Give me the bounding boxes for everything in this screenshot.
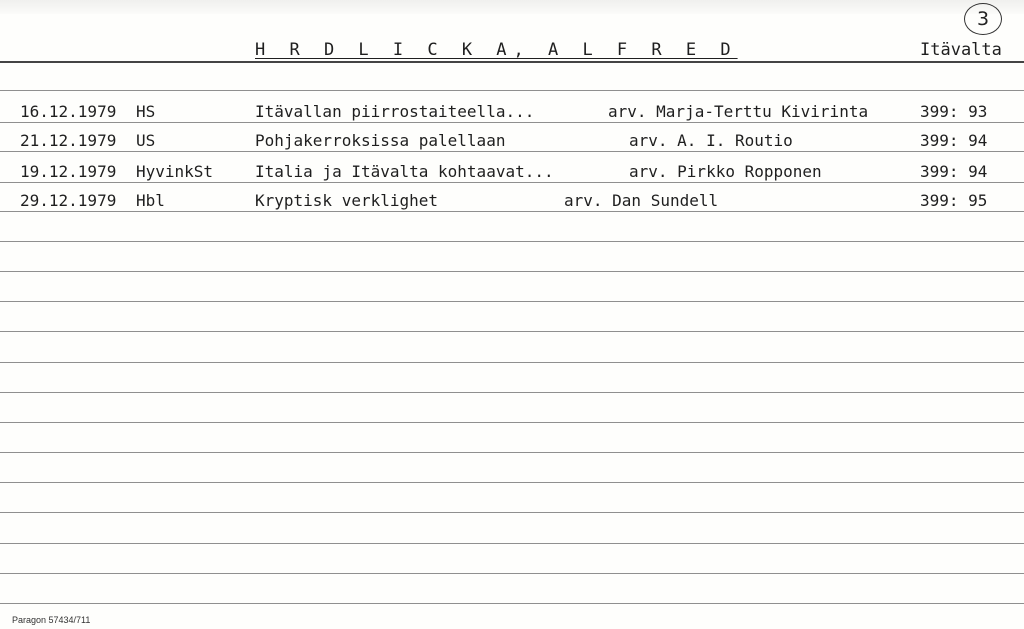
country-label: Itävalta (920, 40, 1002, 60)
ruled-line (0, 573, 1024, 574)
artist-name-heading: H R D L I C K A, A L F R E D (255, 40, 738, 60)
ruled-line (0, 331, 1024, 332)
printer-mark: Paragon 57434/711 (12, 615, 91, 625)
ruled-line (0, 543, 1024, 544)
entry-date: 21.12.1979 (20, 131, 117, 150)
ruled-line (0, 603, 1024, 604)
entry-reviewer: arv. Dan Sundell (564, 191, 719, 210)
ruled-line (0, 90, 1024, 91)
entry-source: HS (136, 102, 156, 121)
entry-date: 29.12.1979 (20, 191, 117, 210)
entry-ref: 399: 93 (920, 102, 988, 121)
review-entry (0, 191, 1024, 213)
ruled-line (0, 301, 1024, 302)
ruled-line (0, 362, 1024, 363)
entry-title: Italia ja Itävalta kohtaavat... (255, 162, 554, 181)
ruled-line (0, 482, 1024, 483)
entry-title: Kryptisk verklighet (255, 191, 439, 210)
entry-ref: 399: 94 (920, 162, 988, 181)
entry-title: Itävallan piirrostaiteella... (255, 102, 535, 121)
card-top-edge (0, 0, 1024, 14)
header-rule (0, 61, 1024, 63)
entry-date: 19.12.1979 (20, 162, 117, 181)
review-entry (0, 162, 1024, 184)
entry-reviewer: arv. Pirkko Ropponen (629, 162, 822, 181)
entry-title: Pohjakerroksissa palellaan (255, 131, 506, 150)
ruled-line (0, 241, 1024, 242)
entry-ref: 399: 94 (920, 131, 988, 150)
entry-date: 16.12.1979 (20, 102, 117, 121)
entry-source: Hbl (136, 191, 165, 210)
review-entry (0, 131, 1024, 153)
ruled-line (0, 452, 1024, 453)
ruled-line (0, 422, 1024, 423)
card-number-mark: 3 (964, 3, 1002, 35)
ruled-line (0, 512, 1024, 513)
entry-source: US (136, 131, 156, 150)
ruled-line (0, 392, 1024, 393)
entry-reviewer: arv. A. I. Routio (629, 131, 793, 150)
entry-reviewer: arv. Marja-Terttu Kivirinta (608, 102, 869, 121)
review-entry (0, 102, 1024, 124)
ruled-line (0, 271, 1024, 272)
entry-source: HyvinkSt (136, 162, 214, 181)
entry-ref: 399: 95 (920, 191, 988, 210)
